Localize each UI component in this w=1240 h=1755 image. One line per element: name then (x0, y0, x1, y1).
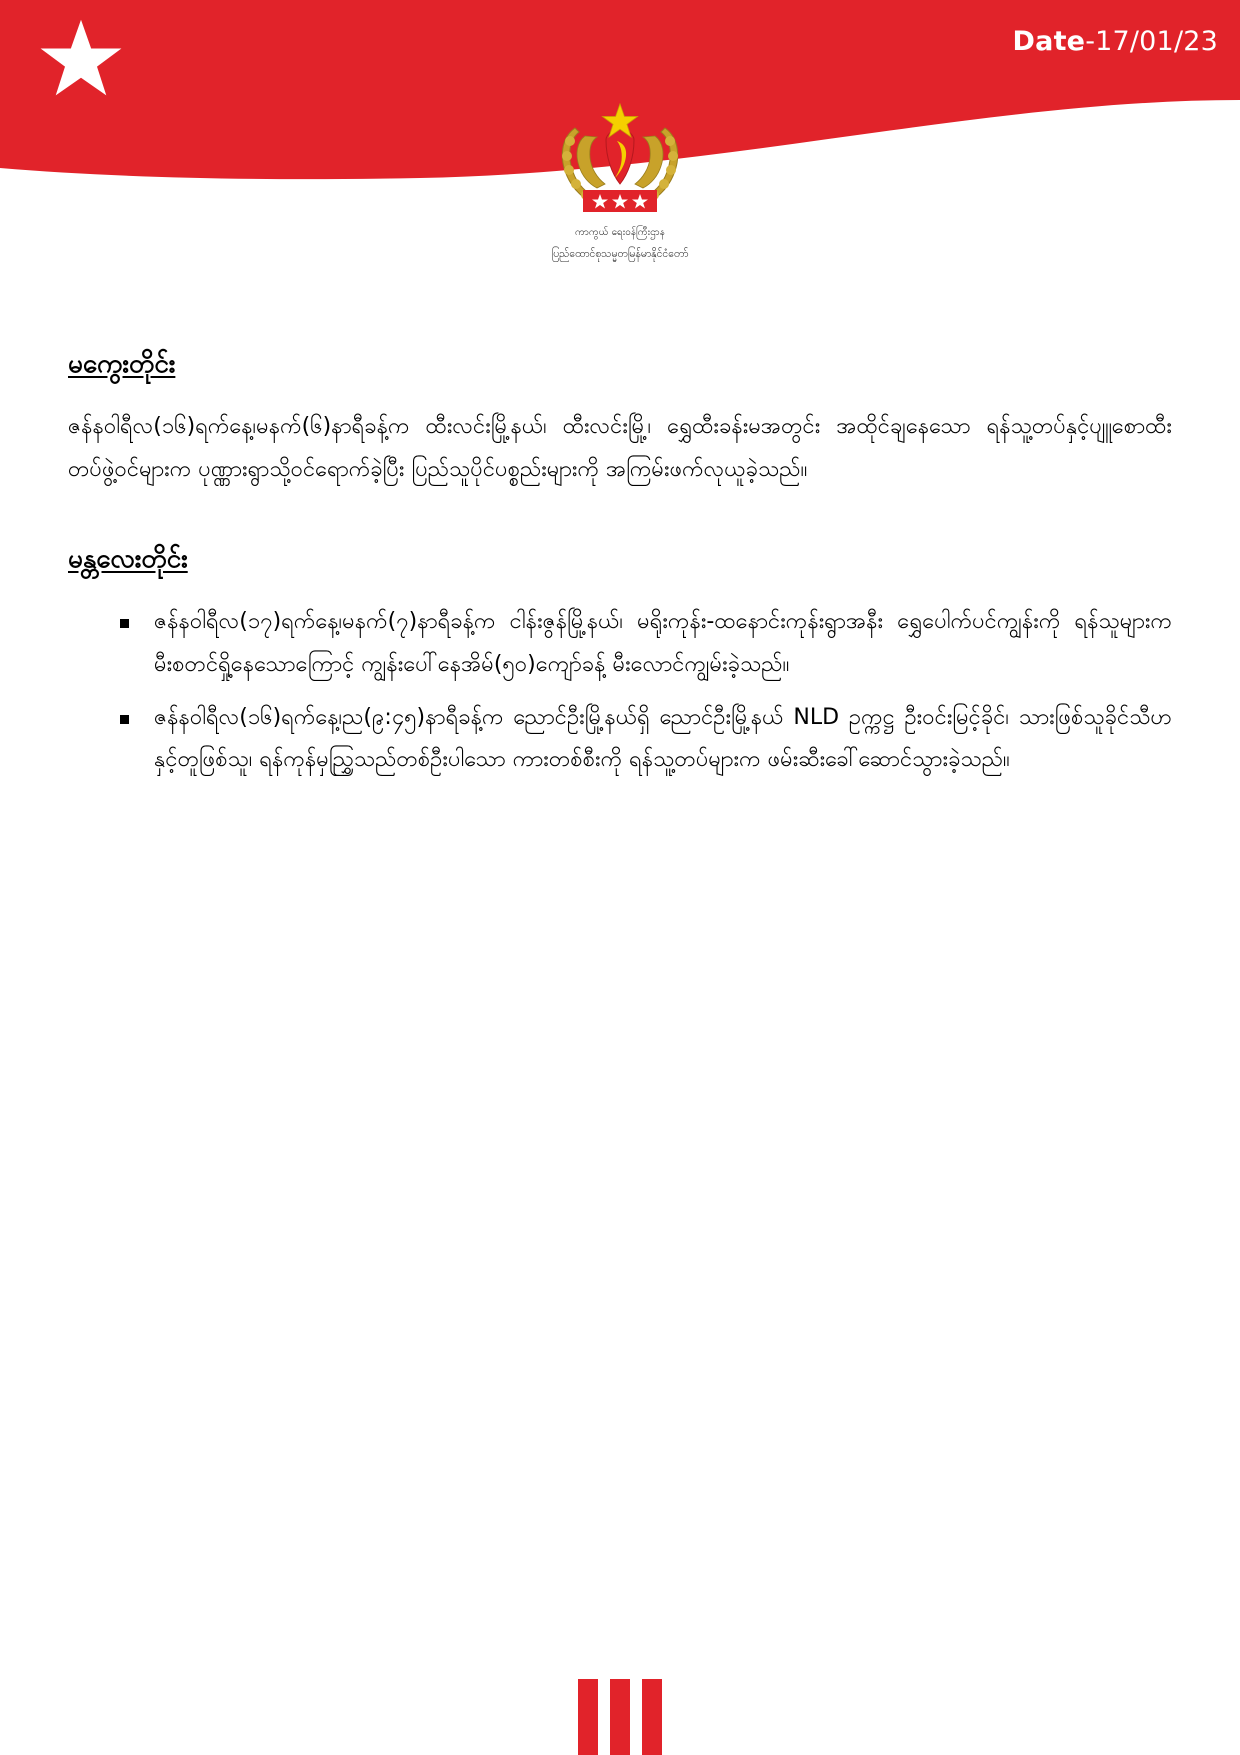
section-paragraph-magway: ဇန်နဝါရီလ(၁၆)ရက်နေ့၊မနက်(၆)နာရီခန့်က ထီးလင်းမြို့နယ်၊ ထီးလင်းမြို့၊ ရွှေထီးခန်းမအတွင်း အထိုင်ချနေသော ရန်သူ့တပ်နှင့်ပျူစောထီးတပ်ဖွဲ့ဝင်များက ပုဏ္ဏားရွာသို့ဝင်ရောက်ခဲ့ပြီး ပြည်သူပိုင်ပစ္စည်းများကို အကြမ်းဖက်လုယူခဲ့သည်။ (68, 414, 1172, 482)
date-label: Date (1012, 26, 1086, 57)
footer-stripe (610, 1679, 630, 1755)
emblem-block (0, 96, 1240, 261)
emblem-caption-country: ပြည်ထောင်စုသမ္မတမြန်မာနိုင်ငံတော် (551, 248, 689, 260)
list-item: ဇန်နဝါရီလ(၁၇)ရက်နေ့၊မနက်(၇)နာရီခန့်က ငါန်းဇွန်မြို့နယ်၊ မရိုးကုန်း-ထနောင်းကုန်းရွာအနီး ရွှေပေါက်ပင်ကျွန်းကို ရန်သူများက မီးစတင်ရှို့နေသောကြောင့် ကျွန်းပေါ်နေအိမ်(၅၀)ကျော်ခန့် မီးလောင်ကျွမ်းခဲ့သည်။ (116, 601, 1172, 687)
footer-decoration (0, 1635, 1240, 1755)
date-value: -17/01/23 (1085, 26, 1218, 57)
footer-stripe (642, 1679, 662, 1755)
list-item: ဇန်နဝါရီလ(၁၆)ရက်နေ့၊ည(၉:၄၅)နာရီခန့်က ညောင်ဦးမြို့နယ်ရှိ ညောင်ဦးမြို့နယ် NLD ဥက္ကဋ္ဌ ဦးဝင်းမြင့်ခိုင်၊ သားဖြစ်သူခိုင်သီဟနှင့်တူဖြစ်သူ၊ ရန်ကုန်မှညြွှသည်တစ်ဦးပါသော ကားတစ်စီးကို ရန်သူ့တပ်များက ဖမ်းဆီးခေါ်ဆောင်သွားခဲ့သည်။ (116, 697, 1172, 783)
footer-stripe (578, 1679, 598, 1755)
document-date (1013, 26, 1218, 57)
myanmar-state-seal-icon (545, 96, 695, 226)
section-heading-mandalay: မန္တလေးတိုင်း (68, 543, 188, 574)
emblem-caption-ministry: ကာကွယ် ရေးဝန်ကြီးဌာန (575, 227, 665, 238)
section-heading-magway: မကွေးတိုင်း (68, 349, 176, 379)
footer-stripes (578, 1679, 662, 1755)
section-bullet-list-mandalay (68, 601, 1172, 783)
document-body (68, 345, 1172, 792)
star-icon (38, 18, 124, 104)
